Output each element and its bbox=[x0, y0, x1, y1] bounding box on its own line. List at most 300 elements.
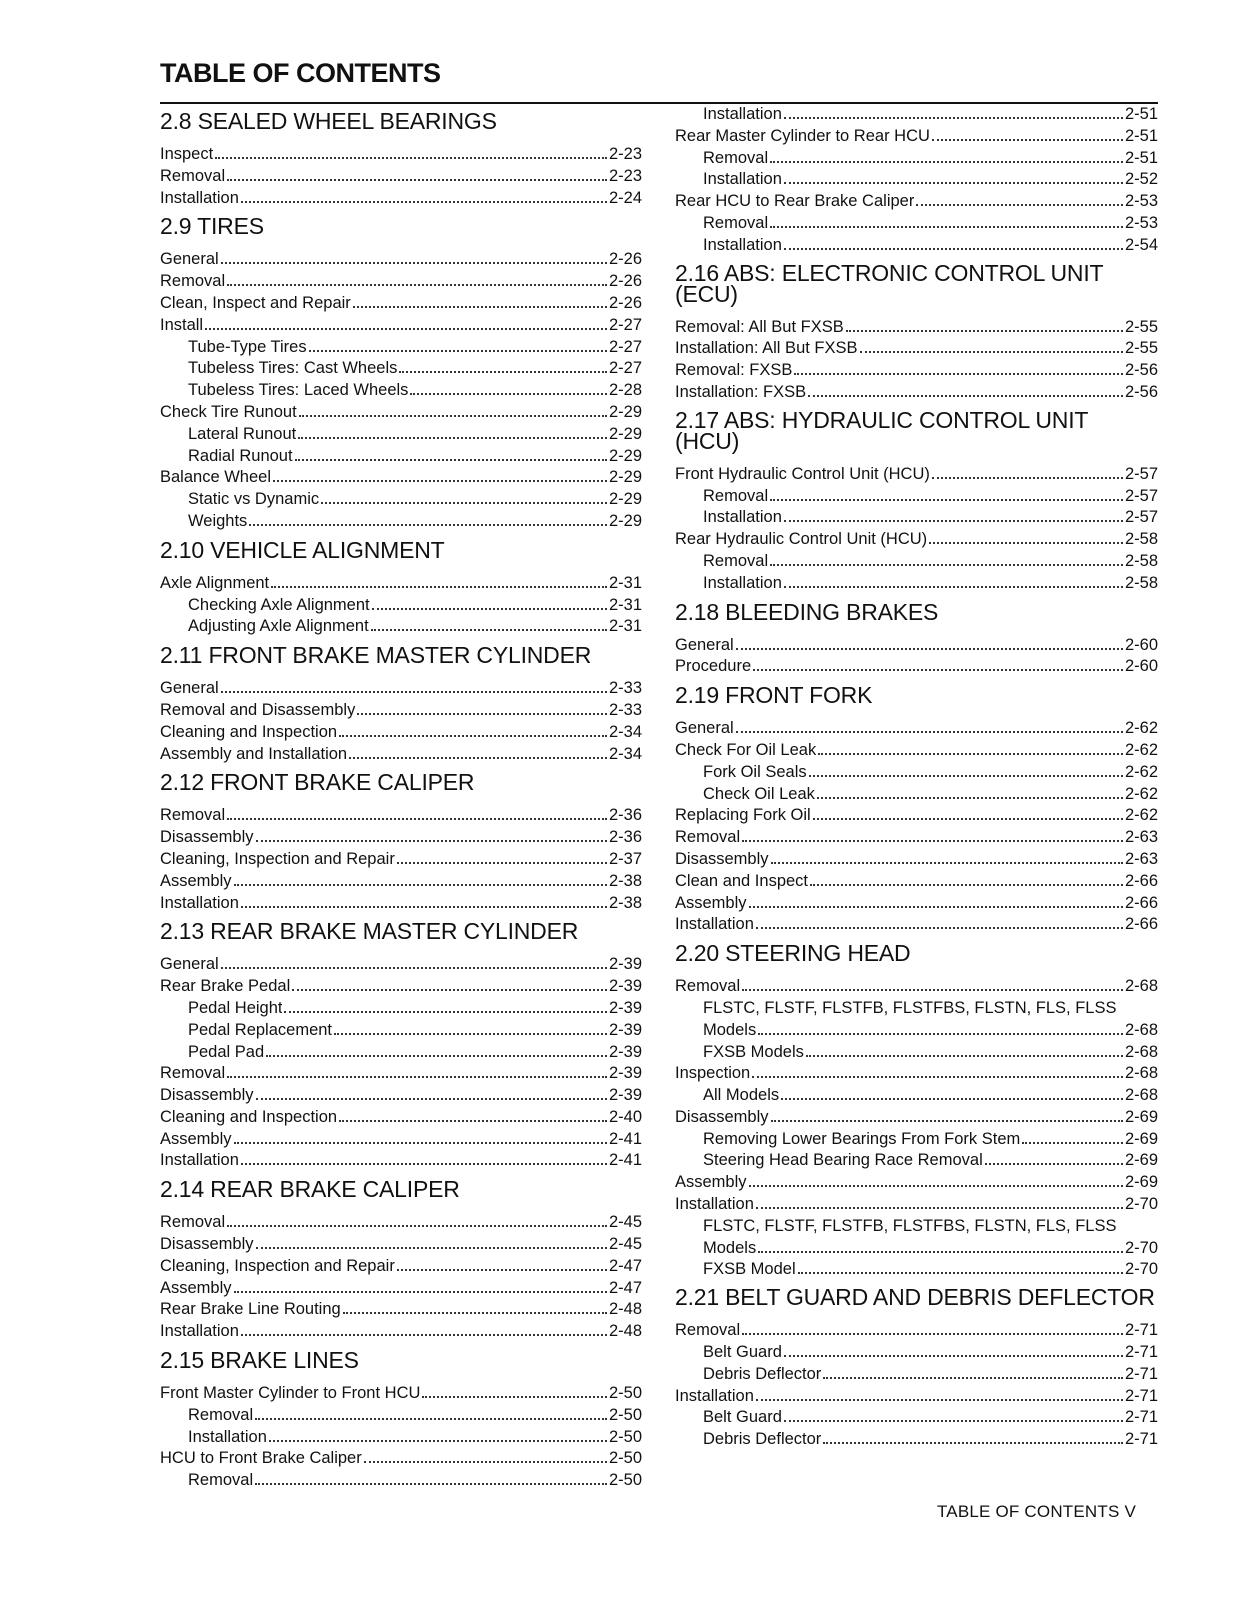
section-heading: 2.8 SEALED WHEEL BEARINGS bbox=[160, 108, 497, 134]
dot-leader bbox=[784, 1420, 1123, 1422]
page-number: 2-71 bbox=[1124, 1364, 1158, 1383]
toc-entry-title: Rear Brake Pedal bbox=[160, 977, 291, 996]
toc-entry-title: All Models bbox=[703, 1086, 780, 1105]
toc-entry-title: Removal bbox=[160, 1213, 226, 1232]
page-number: 2-68 bbox=[1124, 977, 1158, 996]
dot-leader bbox=[357, 713, 607, 715]
toc-entry-title: FXSB Model bbox=[703, 1260, 796, 1279]
dot-leader bbox=[742, 1333, 1123, 1335]
dot-leader bbox=[756, 1207, 1123, 1209]
toc-section bbox=[675, 404, 1158, 595]
dot-leader bbox=[809, 775, 1123, 777]
toc-entry[interactable] bbox=[160, 1020, 642, 1042]
dot-leader bbox=[770, 499, 1123, 501]
toc-entry[interactable] bbox=[675, 1063, 1158, 1085]
toc-entry-title: FLSTC, FLSTF, FLSTFB, FLSTFBS, FLSTN, FLS, FLSS bbox=[703, 998, 1117, 1017]
toc-entry-title: Disassembly bbox=[675, 849, 769, 868]
dot-leader bbox=[810, 884, 1123, 886]
page-number: 2-71 bbox=[1124, 1321, 1158, 1340]
page-number: 2-33 bbox=[608, 679, 642, 698]
toc-entry[interactable] bbox=[675, 998, 1158, 1042]
dot-leader bbox=[234, 1291, 607, 1293]
toc-entry[interactable] bbox=[160, 144, 642, 166]
page-number: 2-33 bbox=[608, 700, 642, 719]
toc-entry[interactable] bbox=[160, 700, 642, 722]
toc-entry[interactable] bbox=[160, 1383, 642, 1405]
toc-entry[interactable] bbox=[675, 1407, 1158, 1429]
toc-entry[interactable] bbox=[160, 467, 642, 489]
page-number: 2-48 bbox=[608, 1300, 642, 1319]
toc-entry[interactable] bbox=[675, 914, 1158, 936]
toc-section bbox=[160, 638, 642, 765]
toc-entry-title: Inspection bbox=[675, 1064, 751, 1083]
toc-entry[interactable] bbox=[675, 213, 1158, 235]
toc-entry[interactable] bbox=[160, 511, 642, 533]
toc-entry-title: Installation bbox=[703, 508, 782, 527]
page-number: 2-39 bbox=[608, 1042, 642, 1061]
toc-entry[interactable] bbox=[675, 1429, 1158, 1451]
page-number: 2-52 bbox=[1124, 170, 1158, 189]
toc-section bbox=[675, 936, 1158, 1281]
dot-leader bbox=[818, 753, 1123, 755]
toc-entry-title: Installation bbox=[703, 105, 782, 123]
toc-entry-title: Lateral Runout bbox=[188, 424, 297, 443]
page-number: 2-47 bbox=[608, 1278, 642, 1297]
dot-leader bbox=[784, 117, 1123, 119]
page-number: 2-56 bbox=[1124, 382, 1158, 401]
page-number: 2-39 bbox=[608, 955, 642, 974]
page-number: 2-45 bbox=[608, 1235, 642, 1254]
dot-leader bbox=[269, 1440, 607, 1442]
section-heading: 2.20 STEERING HEAD bbox=[675, 940, 911, 967]
page-number: 2-34 bbox=[608, 744, 642, 763]
toc-entry[interactable] bbox=[675, 893, 1158, 915]
toc-entry[interactable] bbox=[160, 1150, 642, 1172]
toc-entry[interactable] bbox=[160, 1448, 642, 1470]
page-number: 2-70 bbox=[1124, 1260, 1158, 1279]
toc-entry-title: HCU to Front Brake Caliper bbox=[160, 1449, 362, 1468]
toc-entry-title: Pedal Replacement bbox=[188, 1020, 333, 1039]
page-footer: TABLE OF CONTENTS V bbox=[936, 1502, 1136, 1521]
toc-entry[interactable] bbox=[675, 1259, 1158, 1281]
toc-entry[interactable] bbox=[675, 317, 1158, 339]
toc-entry[interactable] bbox=[160, 827, 642, 849]
dot-leader bbox=[241, 1334, 607, 1336]
toc-entry-title: FXSB Models bbox=[703, 1042, 804, 1061]
toc-entry[interactable] bbox=[675, 1129, 1158, 1151]
dot-leader bbox=[798, 1272, 1123, 1274]
page-number: 2-39 bbox=[608, 1064, 642, 1083]
toc-entry[interactable] bbox=[160, 976, 642, 998]
toc-entry[interactable] bbox=[675, 827, 1158, 849]
dot-leader bbox=[266, 1055, 607, 1057]
dot-leader bbox=[334, 1033, 607, 1035]
toc-right-column bbox=[675, 104, 1158, 1451]
toc-entry-title: Clean and Inspect bbox=[675, 871, 809, 890]
toc-entry[interactable] bbox=[675, 1042, 1158, 1064]
toc-entry-title: Assembly bbox=[160, 1278, 232, 1297]
page-number: 2-58 bbox=[1124, 551, 1158, 570]
toc-entry-title: Balance Wheel bbox=[160, 468, 271, 487]
toc-entry-title: Installation bbox=[675, 915, 754, 934]
toc-entry[interactable] bbox=[160, 1063, 642, 1085]
toc-entry[interactable] bbox=[160, 1321, 642, 1343]
dot-leader bbox=[784, 182, 1123, 184]
toc-entry[interactable] bbox=[160, 678, 642, 700]
toc-entry[interactable] bbox=[160, 1107, 642, 1129]
page-number: 2-34 bbox=[608, 722, 642, 741]
toc-entry-continuation bbox=[703, 1020, 1158, 1042]
dot-leader bbox=[784, 586, 1123, 588]
toc-entry-title: Assembly bbox=[675, 1173, 747, 1192]
dot-leader bbox=[234, 1142, 607, 1144]
toc-entry[interactable] bbox=[160, 1427, 642, 1449]
toc-entry[interactable] bbox=[675, 1216, 1158, 1260]
toc-entry[interactable] bbox=[160, 998, 642, 1020]
page-number: 2-29 bbox=[608, 511, 642, 530]
section-heading: 2.18 BLEEDING BRAKES bbox=[675, 598, 939, 625]
toc-entry[interactable] bbox=[160, 271, 642, 293]
page-number: 2-54 bbox=[1124, 235, 1158, 254]
page-number: 2-26 bbox=[608, 250, 642, 269]
toc-entry[interactable] bbox=[675, 338, 1158, 360]
page-number: 2-31 bbox=[608, 595, 642, 614]
page-number: 2-71 bbox=[1124, 1408, 1158, 1427]
toc-entry[interactable] bbox=[675, 507, 1158, 529]
dot-leader bbox=[813, 818, 1123, 820]
dot-leader bbox=[771, 862, 1123, 864]
toc-entry-title: Tubeless Tires: Cast Wheels bbox=[188, 359, 398, 378]
dot-leader bbox=[364, 1461, 607, 1463]
toc-entry[interactable] bbox=[675, 529, 1158, 551]
toc-entry-title: Debris Deflector bbox=[703, 1430, 822, 1449]
toc-entry[interactable] bbox=[675, 1194, 1158, 1216]
section-heading: 2.16 ABS: ELECTRONIC CONTROL UNIT (ECU) bbox=[675, 259, 1103, 307]
page-number: 2-27 bbox=[608, 359, 642, 378]
toc-section bbox=[160, 1172, 642, 1343]
toc-entry-title: Tubeless Tires: Laced Wheels bbox=[188, 381, 409, 400]
page-number: 2-53 bbox=[1124, 192, 1158, 211]
dot-leader bbox=[846, 330, 1123, 332]
dot-leader bbox=[215, 157, 607, 159]
toc-entry[interactable] bbox=[160, 1234, 642, 1256]
toc-entry[interactable] bbox=[160, 188, 642, 210]
toc-entry-title: Check Tire Runout bbox=[160, 402, 297, 421]
toc-entry[interactable] bbox=[160, 1042, 642, 1064]
page-number: 2-48 bbox=[608, 1322, 642, 1341]
toc-entry[interactable] bbox=[675, 740, 1158, 762]
toc-entry[interactable] bbox=[675, 762, 1158, 784]
page-number: 2-29 bbox=[608, 424, 642, 443]
toc-entry[interactable] bbox=[160, 380, 642, 402]
toc-entry[interactable] bbox=[675, 360, 1158, 382]
toc-entry[interactable] bbox=[675, 191, 1158, 213]
toc-entry[interactable] bbox=[675, 1107, 1158, 1129]
toc-entry-title: Installation bbox=[703, 573, 782, 592]
toc-entry[interactable] bbox=[675, 551, 1158, 573]
page-number: 2-62 bbox=[1124, 784, 1158, 803]
toc-entry[interactable] bbox=[675, 656, 1158, 678]
toc-entry-title: Procedure bbox=[675, 657, 752, 676]
toc-entry[interactable] bbox=[675, 805, 1158, 827]
toc-entry-title: Installation bbox=[675, 1195, 754, 1214]
toc-entry-title: Rear Hydraulic Control Unit (HCU) bbox=[675, 530, 928, 549]
toc-entry-title: Installation bbox=[703, 170, 782, 189]
toc-entry-title: Disassembly bbox=[160, 828, 254, 847]
toc-entry-title: Adjusting Axle Alignment bbox=[188, 617, 369, 636]
dot-leader bbox=[295, 459, 607, 461]
toc-entry[interactable] bbox=[160, 1129, 642, 1151]
page-number: 2-50 bbox=[608, 1427, 642, 1446]
toc-entry[interactable] bbox=[675, 169, 1158, 191]
toc-entry[interactable] bbox=[675, 1320, 1158, 1342]
page-number: 2-36 bbox=[608, 806, 642, 825]
toc-entry[interactable] bbox=[675, 464, 1158, 486]
toc-entry[interactable] bbox=[675, 1085, 1158, 1107]
page-number: 2-37 bbox=[608, 849, 642, 868]
toc-entry[interactable] bbox=[160, 293, 642, 315]
section-heading: 2.9 TIRES bbox=[160, 213, 264, 240]
page-number: 2-60 bbox=[1124, 635, 1158, 654]
toc-entry[interactable] bbox=[675, 1342, 1158, 1364]
dot-leader bbox=[349, 757, 607, 759]
section-heading: 2.19 FRONT FORK bbox=[675, 682, 873, 709]
toc-entry[interactable] bbox=[160, 849, 642, 871]
toc-entry[interactable] bbox=[160, 358, 642, 380]
toc-entry-title: Cleaning, Inspection and Repair bbox=[160, 849, 395, 868]
toc-entry-title: Front Master Cylinder to Front HCU bbox=[160, 1384, 421, 1403]
toc-entry[interactable] bbox=[160, 337, 642, 359]
toc-entry-title: Installation bbox=[160, 1151, 239, 1170]
page-number: 2-39 bbox=[608, 998, 642, 1017]
toc-entry[interactable] bbox=[675, 126, 1158, 148]
toc-entry-title: Cleaning and Inspection bbox=[160, 722, 338, 741]
dot-leader bbox=[770, 564, 1123, 566]
dot-leader bbox=[241, 906, 607, 908]
page-number: 2-27 bbox=[608, 315, 642, 334]
page-number: 2-60 bbox=[1124, 657, 1158, 676]
dot-leader bbox=[770, 226, 1123, 228]
page-number: 2-68 bbox=[1124, 1020, 1158, 1039]
toc-entry[interactable] bbox=[675, 486, 1158, 508]
page-number: 2-62 bbox=[1124, 806, 1158, 825]
toc-section bbox=[160, 1343, 642, 1492]
toc-entry[interactable] bbox=[675, 573, 1158, 595]
toc-entry-title: Assembly and Installation bbox=[160, 744, 348, 763]
toc-entry-title: Installation bbox=[675, 1386, 754, 1405]
toc-entry[interactable] bbox=[675, 235, 1158, 257]
toc-entry-title: Axle Alignment bbox=[160, 573, 270, 592]
toc-entry[interactable] bbox=[675, 1364, 1158, 1386]
dot-leader bbox=[256, 1098, 607, 1100]
dot-leader bbox=[756, 927, 1123, 929]
dot-leader bbox=[371, 629, 607, 631]
toc-entry[interactable] bbox=[160, 1256, 642, 1278]
page-number: 2-39 bbox=[608, 1020, 642, 1039]
page-number: 2-26 bbox=[608, 293, 642, 312]
toc-entry-title: Replacing Fork Oil bbox=[675, 806, 811, 825]
dot-leader bbox=[227, 179, 607, 181]
toc-entry[interactable] bbox=[160, 1405, 642, 1427]
toc-entry-title: Rear Brake Line Routing bbox=[160, 1300, 341, 1319]
page-number: 2-68 bbox=[1124, 1042, 1158, 1061]
dot-leader bbox=[771, 1120, 1123, 1122]
dot-leader bbox=[339, 1120, 607, 1122]
dot-leader bbox=[736, 648, 1123, 650]
page-number: 2-29 bbox=[608, 468, 642, 487]
toc-entry[interactable] bbox=[675, 871, 1158, 893]
dot-leader bbox=[339, 735, 607, 737]
toc-entry[interactable] bbox=[160, 1278, 642, 1300]
toc-entry-title: Assembly bbox=[675, 893, 747, 912]
page-number: 2-58 bbox=[1124, 530, 1158, 549]
page-number: 2-41 bbox=[608, 1151, 642, 1170]
toc-entry[interactable] bbox=[160, 573, 642, 595]
section-heading: 2.10 VEHICLE ALIGNMENT bbox=[160, 536, 445, 563]
toc-entry[interactable] bbox=[160, 489, 642, 511]
toc-entry[interactable] bbox=[160, 1085, 642, 1107]
toc-entry[interactable] bbox=[675, 148, 1158, 170]
dot-leader bbox=[742, 989, 1123, 991]
toc-entry-title: Removal bbox=[703, 551, 769, 570]
toc-entry-title: Removal bbox=[188, 1471, 254, 1490]
toc-entry-title: Removal bbox=[188, 1405, 254, 1424]
page-number: 2-47 bbox=[608, 1256, 642, 1275]
toc-entry-title: Installation bbox=[188, 1427, 267, 1446]
toc-entry[interactable] bbox=[675, 635, 1158, 657]
toc-entry[interactable] bbox=[160, 805, 642, 827]
page-number: 2-51 bbox=[1124, 126, 1158, 145]
toc-entry-continuation bbox=[703, 1238, 1158, 1260]
toc-entry[interactable] bbox=[160, 402, 642, 424]
toc-entry[interactable] bbox=[160, 1470, 642, 1492]
page-number: 2-57 bbox=[1124, 486, 1158, 505]
toc-entry-title: Removal bbox=[160, 272, 226, 291]
toc-entry-title: Pedal Pad bbox=[188, 1042, 265, 1061]
toc-entry-title: Belt Guard bbox=[703, 1408, 782, 1427]
toc-entry-title: Installation: FXSB bbox=[675, 382, 807, 401]
dot-leader bbox=[784, 520, 1123, 522]
toc-entry[interactable] bbox=[160, 315, 642, 337]
toc-entry-title: Removal: FXSB bbox=[675, 361, 793, 380]
toc-entry[interactable] bbox=[675, 104, 1158, 126]
toc-entry[interactable] bbox=[160, 166, 642, 188]
toc-section bbox=[675, 257, 1158, 404]
toc-section bbox=[160, 104, 642, 209]
toc-entry-title: Installation bbox=[160, 893, 239, 912]
dot-leader bbox=[770, 161, 1123, 163]
toc-entry-title: Steering Head Bearing Race Removal bbox=[703, 1151, 983, 1170]
dot-leader bbox=[271, 586, 607, 588]
dot-leader bbox=[255, 1483, 607, 1485]
toc-entry-title: Disassembly bbox=[160, 1086, 254, 1105]
dot-leader bbox=[794, 373, 1123, 375]
toc-entry-title: Assembly bbox=[160, 871, 232, 890]
toc-entry-title: Debris Deflector bbox=[703, 1364, 822, 1383]
toc-entry[interactable] bbox=[675, 382, 1158, 404]
toc-entry-title: Checking Axle Alignment bbox=[188, 595, 370, 614]
page-number: 2-62 bbox=[1124, 740, 1158, 759]
toc-entry-title: Installation bbox=[160, 1322, 239, 1341]
page-number: 2-23 bbox=[608, 145, 642, 163]
toc-entry-title: Weights bbox=[188, 511, 248, 530]
toc-entry[interactable] bbox=[160, 249, 642, 271]
dot-leader bbox=[422, 1396, 607, 1398]
dot-leader bbox=[784, 1355, 1123, 1357]
toc-entry-title: Radial Runout bbox=[188, 446, 293, 465]
section-heading: 2.13 REAR BRAKE MASTER CYLINDER bbox=[160, 918, 579, 945]
toc-entry[interactable] bbox=[675, 1386, 1158, 1408]
page-number: 2-69 bbox=[1124, 1173, 1158, 1192]
page-number: 2-28 bbox=[608, 381, 642, 400]
toc-entry[interactable] bbox=[160, 871, 642, 893]
toc-entry[interactable] bbox=[160, 595, 642, 617]
toc-entry[interactable] bbox=[160, 954, 642, 976]
dot-leader bbox=[205, 328, 607, 330]
toc-entry[interactable] bbox=[675, 1150, 1158, 1172]
toc-entry[interactable] bbox=[675, 718, 1158, 740]
toc-entry[interactable] bbox=[160, 744, 642, 766]
dot-leader bbox=[249, 524, 607, 526]
section-heading: 2.21 BELT GUARD AND DEBRIS DEFLECTOR bbox=[675, 1284, 1155, 1311]
dot-leader bbox=[221, 262, 607, 264]
toc-entry-title: Removal bbox=[160, 1064, 226, 1083]
toc-entry[interactable] bbox=[160, 722, 642, 744]
toc-entry[interactable] bbox=[160, 424, 642, 446]
page-number: 2-71 bbox=[1124, 1386, 1158, 1405]
dot-leader bbox=[860, 351, 1123, 353]
toc-entry-title: General bbox=[675, 719, 734, 738]
toc-entry[interactable] bbox=[675, 849, 1158, 871]
toc-entry[interactable] bbox=[160, 446, 642, 468]
dot-leader bbox=[255, 1418, 607, 1420]
toc-entry[interactable] bbox=[160, 893, 642, 915]
toc-entry-title: Removal bbox=[675, 977, 741, 996]
toc-section bbox=[675, 678, 1158, 936]
dot-leader bbox=[256, 1247, 607, 1249]
toc-entry-title: Check For Oil Leak bbox=[675, 740, 817, 759]
dot-leader bbox=[929, 542, 1123, 544]
dot-leader bbox=[749, 906, 1123, 908]
toc-entry[interactable] bbox=[160, 1299, 642, 1321]
page-number: 2-53 bbox=[1124, 213, 1158, 232]
page-number: 2-56 bbox=[1124, 361, 1158, 380]
toc-entry[interactable] bbox=[160, 616, 642, 638]
toc-entry-title: FLSTC, FLSTF, FLSTFB, FLSTFBS, FLSTN, FLS, FLSS bbox=[703, 1216, 1117, 1235]
page-number: 2-31 bbox=[608, 573, 642, 592]
toc-entry-title: Fork Oil Seals bbox=[703, 762, 807, 781]
toc-entry[interactable] bbox=[675, 1172, 1158, 1194]
page-number: 2-29 bbox=[608, 446, 642, 465]
toc-entry-title: Removal bbox=[675, 1321, 741, 1340]
toc-entry-title: Removal bbox=[703, 213, 769, 232]
page-number: 2-50 bbox=[608, 1471, 642, 1490]
toc-entry[interactable] bbox=[675, 784, 1158, 806]
toc-entry-title: Belt Guard bbox=[703, 1343, 782, 1362]
toc-entry-title: Installation: All But FXSB bbox=[675, 339, 858, 358]
page-number: 2-29 bbox=[608, 402, 642, 421]
dot-leader bbox=[742, 840, 1123, 842]
toc-entry[interactable] bbox=[675, 976, 1158, 998]
page-number: 2-68 bbox=[1124, 1064, 1158, 1083]
dot-leader bbox=[817, 797, 1123, 799]
page-number: 2-24 bbox=[608, 188, 642, 207]
toc-section bbox=[160, 533, 642, 638]
dot-leader bbox=[309, 350, 607, 352]
toc-entry[interactable] bbox=[160, 1212, 642, 1234]
dot-leader bbox=[372, 608, 607, 610]
dot-leader bbox=[397, 1269, 607, 1271]
